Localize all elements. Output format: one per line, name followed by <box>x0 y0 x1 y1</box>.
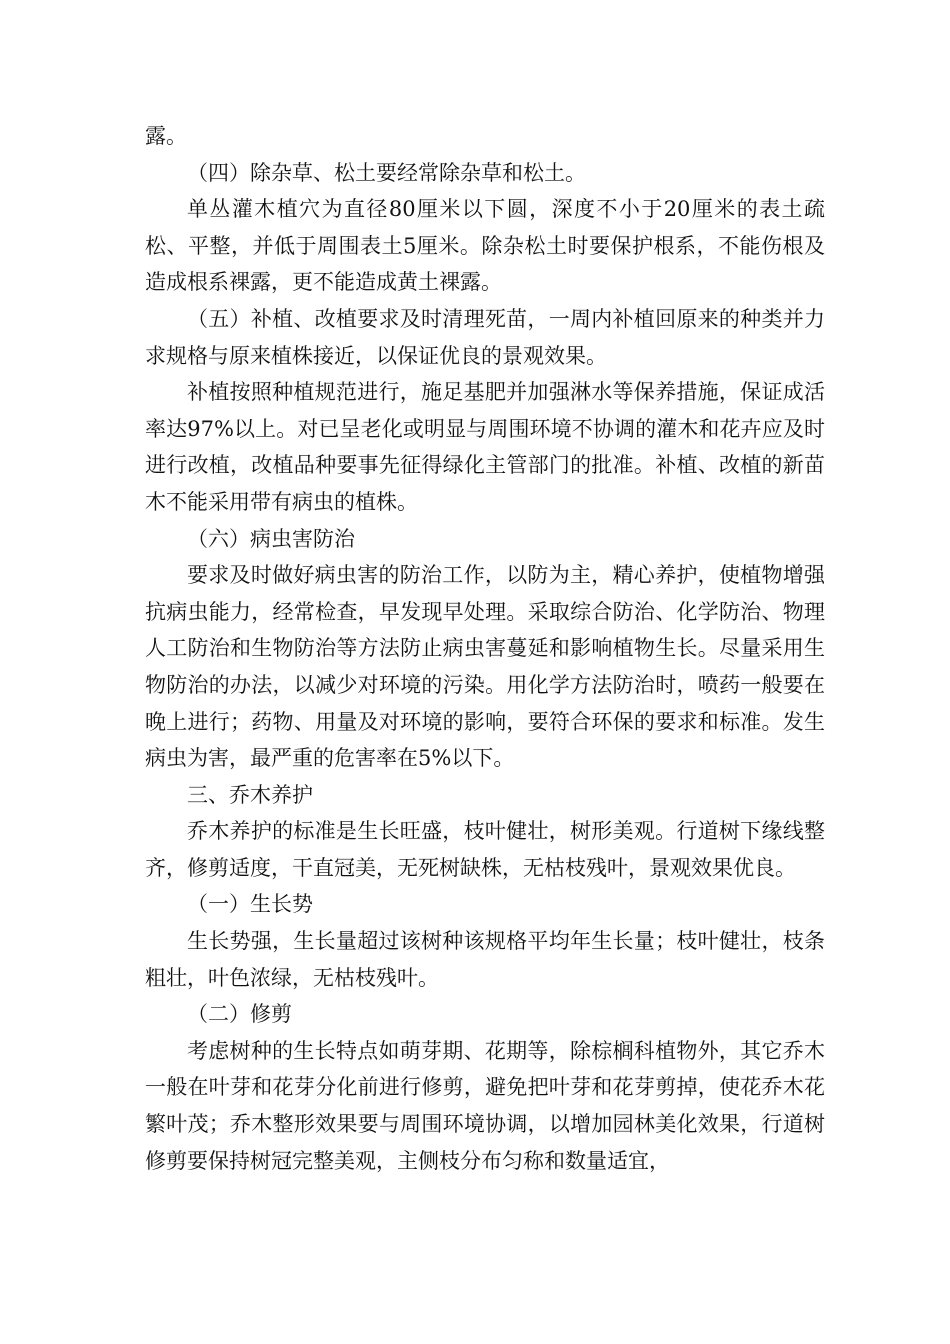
section-heading-replanting: （五）补植、改植要求及时清理死苗，一周内补植回原来的种类并力求规格与原来植株接近，以保证优良的景观效果。 <box>145 306 825 368</box>
paragraph-continuation: 露。 <box>145 124 187 148</box>
paragraph-growth-vigor: 生长势强，生长量超过该树种该规格平均年生长量；枝叶健壮，枝条粗壮，叶色浓绿，无枯枝残叶。 <box>145 929 825 990</box>
body-text <box>145 118 825 1179</box>
section-heading-weeding: （四）除杂草、松土要经常除杂草和松土。 <box>187 160 586 185</box>
section-heading-growth-vigor: （一）生长势 <box>187 892 313 917</box>
section-heading-pruning: （二）修剪 <box>187 1002 292 1027</box>
paragraph-shrub-planting-hole: 单丛灌木植穴为直径80厘米以下圆，深度不小于20厘米的表土疏松、平整，并低于周围表土5厘米。除杂松土时要保护根系，不能伤根及造成根系裸露，更不能造成黄土裸露。 <box>145 197 825 295</box>
paragraph-pruning: 考虑树种的生长特点如萌芽期、花期等，除棕榈科植物外，其它乔木一般在叶芽和花芽分化前进行修剪，避免把叶芽和花芽剪掉，使花乔木花繁叶茂；乔木整形效果要与周围环境协调，以增加园林美化效果，行道树修剪要保持树冠完整美观，主侧枝分布匀称和数量适宜， <box>145 1038 825 1173</box>
paragraph-replanting-standards: 补植按照种植规范进行，施足基肥并加强淋水等保养措施，保证成活率达97%以上。对已呈老化或明显与周围环境不协调的灌木和花卉应及时进行改植，改植品种要事先征得绿化主管部门的批准。补植、改植的新苗木不能采用带有病虫的植株。 <box>145 380 825 514</box>
section-heading-pest-control: （六）病虫害防治 <box>187 526 355 551</box>
chapter-heading-tree-maintenance: 三、乔木养护 <box>187 782 313 807</box>
paragraph-pest-control: 要求及时做好病虫害的防治工作，以防为主，精心养护，使植物增强抗病虫能力，经常检查，早发现早处理。采取综合防治、化学防治、物理人工防治和生物防治等方法防止病虫害蔓延和影响植物生长。尽量采用生物防治的办法，以减少对环境的污染。用化学方法防治时，喷药一般要在晚上进行；药物、用量及对环境的影响，要符合环保的要求和标准。发生病虫为害，最严重的危害率在5%以下。 <box>145 563 825 771</box>
paragraph-tree-standards: 乔木养护的标准是生长旺盛，枝叶健壮，树形美观。行道树下缘线整齐，修剪适度，干直冠美，无死树缺株，无枯枝残叶，景观效果优良。 <box>145 819 825 880</box>
